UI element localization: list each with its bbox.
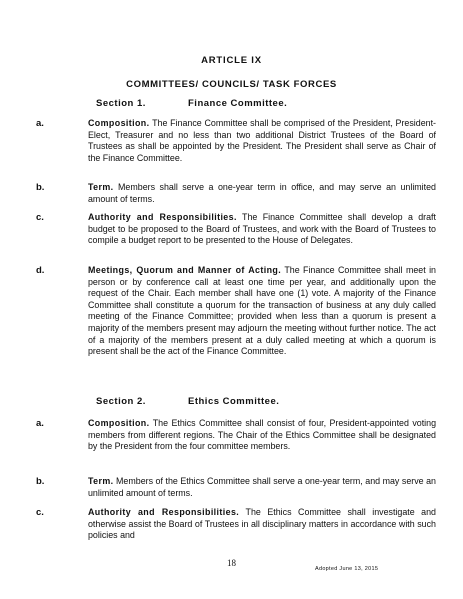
item-lead: Composition. — [88, 118, 150, 128]
item-lead: Composition. — [88, 418, 150, 428]
item-body — [88, 118, 436, 164]
page-number: 18 — [227, 558, 236, 568]
article-subtitle: COMMITTEES/ COUNCILS/ TASK FORCES — [126, 79, 337, 90]
section-2-heading — [96, 396, 280, 407]
item-text: The Finance Committee shall meet in person or by conference call at least one time per year, and additionally upon the request of the Chair. Each member shall have one (1) vote. A majority of the Finance Committee shall constitute a quorum for the transaction of business at any duly called meeting of the Finance Committee; provided when less than a quorum is present a majority of the members present may adjourn the meeting without further notice. The act of a majority of the members present at a duly called meeting at which a quorum is present shall be the act of the Finance Committee. — [88, 265, 436, 357]
item-body — [88, 212, 436, 247]
item-body — [88, 182, 436, 205]
item-text: The Finance Committee shall be comprised of the President, President-Elect, Treasurer and no less than two additional District Trustees of the Board of Trustees as shall be appointed by the President. The President shall serve as Chair of the Finance Committee. — [88, 118, 436, 163]
section-1-number: Section 1. — [96, 98, 146, 109]
section-1-heading — [96, 98, 288, 109]
item-text: The Ethics Committee shall investigate and otherwise assist the Board of Trustees in all disciplinary matters in accordance with such policies and — [88, 507, 436, 541]
item-lead: Term. — [88, 476, 114, 486]
item-lead: Authority and Responsibilities. — [88, 212, 237, 222]
adopted-date: Adopted June 13, 2015 — [315, 566, 379, 572]
item-marker: a. — [36, 118, 44, 129]
section-1-title: Finance Committee. — [188, 98, 288, 109]
item-text: Members shall serve a one-year term in office, and may serve an unlimited amount of terms. — [88, 182, 436, 204]
item-body — [88, 476, 436, 499]
item-marker: d. — [36, 265, 45, 276]
article-title: ARTICLE IX — [201, 55, 262, 66]
item-body — [88, 418, 436, 453]
item-lead: Authority and Responsibilities. — [88, 507, 240, 517]
item-marker: b. — [36, 182, 45, 193]
item-text: Members of the Ethics Committee shall serve a one-year term, and may serve an unlimited amount of terms. — [88, 476, 436, 498]
section-2-number: Section 2. — [96, 396, 146, 407]
item-text: The Ethics Committee shall consist of four, President-appointed voting members from different regions. The Chair of the Ethics Committee shall be designated by the President from the four committee members. — [88, 418, 436, 452]
item-text: The Finance Committee shall develop a draft budget to be proposed to the Board of Trustees, and work with the Board of Trustees to compile a budget report to be presented to the House of Delegates. — [88, 212, 436, 246]
item-marker: a. — [36, 418, 44, 429]
item-lead: Term. — [88, 182, 114, 192]
item-marker: c. — [36, 507, 44, 518]
item-marker: c. — [36, 212, 44, 223]
section-2-title: Ethics Committee. — [188, 396, 280, 407]
item-marker: b. — [36, 476, 45, 487]
item-body — [88, 265, 436, 358]
item-body — [88, 507, 436, 542]
item-lead: Meetings, Quorum and Manner of Acting. — [88, 265, 282, 275]
